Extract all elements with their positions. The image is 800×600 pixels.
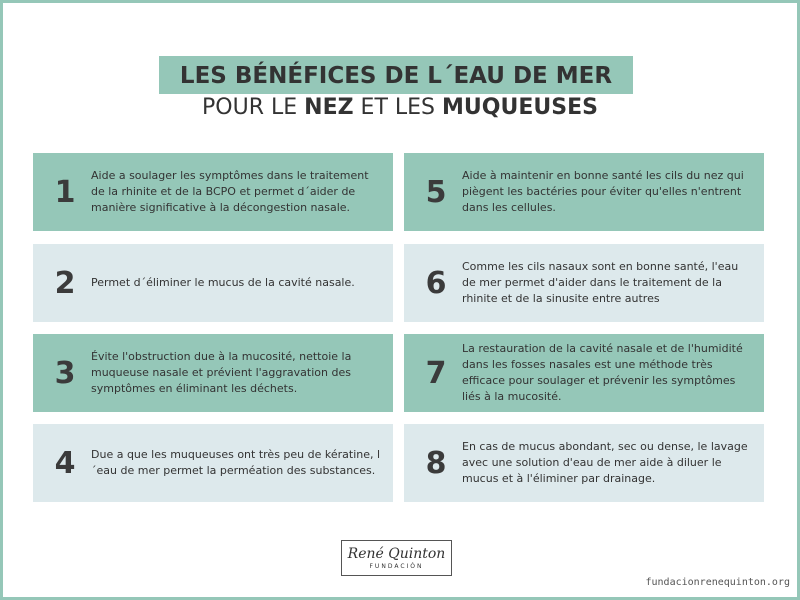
benefit-number: 5: [425, 174, 447, 210]
benefit-number: 4: [54, 445, 76, 481]
benefit-card-4: [33, 424, 393, 502]
benefit-text: Évite l'obstruction due à la mucosité, nettoie la muqueuse nasale et prévient l'aggravation des symptômes en éliminant les déchets.: [91, 350, 352, 395]
website-watermark: fundacionrenequinton.org: [645, 577, 790, 588]
benefit-card-1: [33, 153, 393, 231]
subtitle-middle: ET LES: [353, 95, 443, 120]
benefit-number: 3: [54, 355, 76, 391]
benefit-number: 7: [425, 355, 447, 391]
benefit-text: En cas de mucus abondant, sec ou dense, le lavage avec une solution d'eau de mer aide à diluer le mucus et à l'éliminer par drainage.: [462, 440, 748, 485]
logo-signature: René Quinton: [347, 546, 446, 562]
fundacion-logo: [341, 540, 452, 576]
page-subtitle: [100, 93, 700, 125]
benefit-text: Aide a soulager les symptômes dans le traitement de la rhinite et de la BCPO et permet d´aider de manière significative à la décongestion nasale.: [91, 169, 369, 214]
benefit-text: Aide à maintenir en bonne santé les cils du nez qui piègent les bactéries pour éviter qu'elles n'entrent dans les cellules.: [462, 169, 744, 214]
benefit-card-5: [404, 153, 764, 231]
benefit-card-8: [404, 424, 764, 502]
page-title: LES BÉNÉFICES DE L´EAU DE MER: [179, 63, 613, 89]
benefit-number: 8: [425, 445, 447, 481]
benefit-text: Due a que les muqueuses ont très peu de kératine, l´eau de mer permet la perméation des substances.: [91, 448, 381, 477]
subtitle-bold-muqueuses: MUQUEUSES: [442, 95, 598, 120]
benefit-number: 2: [54, 265, 76, 301]
logo-subtitle: FUNDACIÓN: [369, 563, 424, 570]
subtitle-prefix: POUR LE: [202, 95, 305, 120]
benefit-text: La restauration de la cavité nasale et de l'humidité dans les fosses nasales est une méthode très efficace pour soulager et prévenir les symptômes liés à la mucosité.: [462, 342, 743, 403]
benefit-number: 1: [54, 174, 76, 210]
benefit-card-6: [404, 244, 764, 322]
benefit-text: Comme les cils nasaux sont en bonne santé, l'eau de mer permet d'aider dans le traitement de la rhinite et de la sinusite entre autres: [462, 260, 739, 305]
benefit-card-3: [33, 334, 393, 412]
benefit-card-7: [404, 334, 764, 412]
benefit-card-2: [33, 244, 393, 322]
benefit-text: Permet d´éliminer le mucus de la cavité nasale.: [91, 276, 355, 289]
benefit-number: 6: [425, 265, 447, 301]
subtitle-bold-nez: NEZ: [304, 95, 354, 120]
